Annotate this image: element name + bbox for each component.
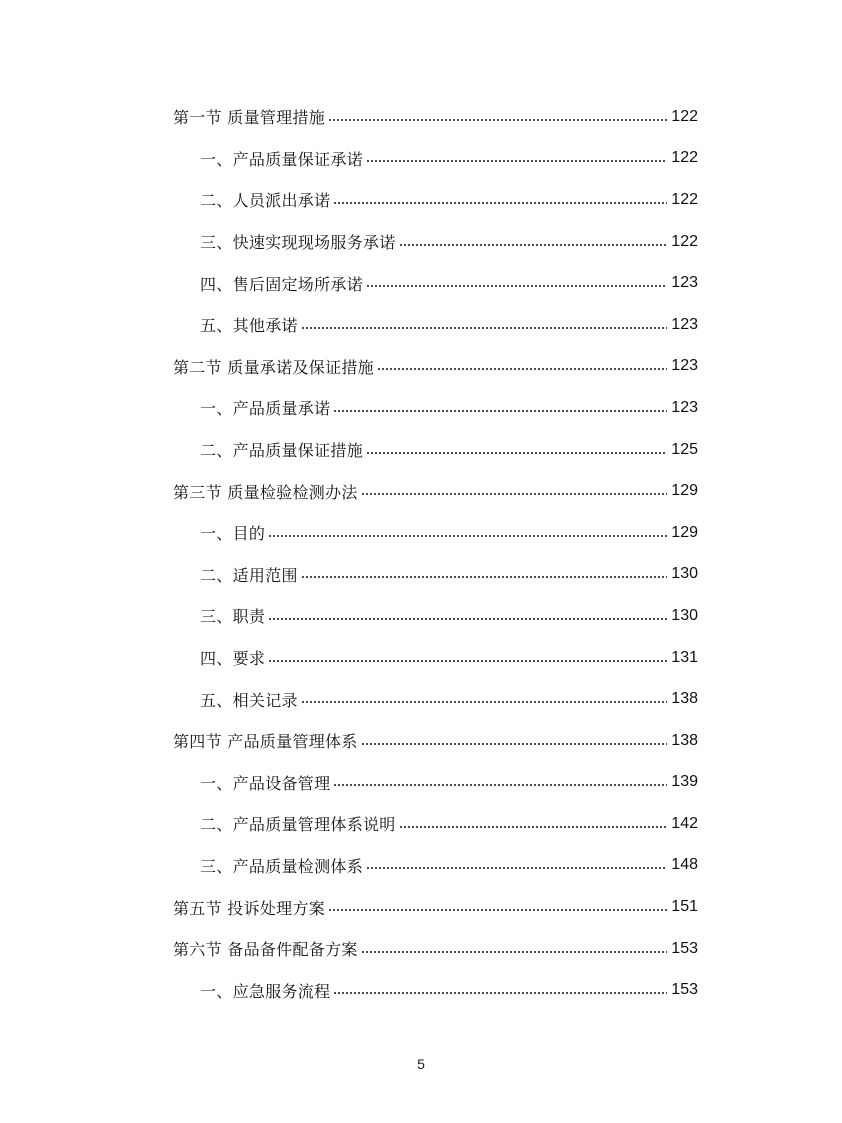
toc-entry-label: 一、产品设备管理 bbox=[200, 773, 331, 793]
toc-entry[interactable] bbox=[0, 346, 842, 388]
toc-entry-label: 一、目的 bbox=[200, 524, 266, 544]
toc-leader-dots bbox=[377, 368, 667, 370]
toc-entry[interactable] bbox=[0, 720, 842, 762]
toc-entry-page: 148 bbox=[671, 856, 698, 874]
toc-entry-page: 131 bbox=[671, 648, 698, 666]
toc-entry[interactable] bbox=[0, 96, 842, 138]
toc-entry-page: 123 bbox=[671, 274, 698, 292]
toc-entry[interactable] bbox=[0, 762, 842, 804]
toc-entry-label: 第一节 质量管理措施 bbox=[173, 108, 326, 128]
toc-entry-label: 三、产品质量检测体系 bbox=[200, 856, 364, 876]
toc-leader-dots bbox=[268, 535, 667, 537]
toc-entry-label: 四、售后固定场所承诺 bbox=[200, 274, 364, 294]
toc-entry[interactable] bbox=[0, 678, 842, 720]
toc-entry-label: 二、适用范围 bbox=[200, 565, 298, 585]
toc-entry-page: 153 bbox=[671, 981, 698, 999]
toc-leader-dots bbox=[328, 119, 667, 121]
table-of-contents bbox=[0, 96, 842, 1011]
toc-leader-dots bbox=[366, 160, 667, 162]
toc-leader-dots bbox=[333, 410, 667, 412]
toc-entry-page: 142 bbox=[671, 814, 698, 832]
toc-leader-dots bbox=[301, 701, 667, 703]
toc-leader-dots bbox=[361, 951, 667, 953]
toc-entry-label: 二、人员派出承诺 bbox=[200, 191, 331, 211]
toc-entry[interactable] bbox=[0, 512, 842, 554]
toc-entry-label: 三、快速实现现场服务承诺 bbox=[200, 233, 396, 253]
toc-entry-label: 一、应急服务流程 bbox=[200, 981, 331, 1001]
toc-entry[interactable] bbox=[0, 304, 842, 346]
toc-entry[interactable] bbox=[0, 595, 842, 637]
toc-entry[interactable] bbox=[0, 886, 842, 928]
toc-entry-page: 129 bbox=[671, 482, 698, 500]
toc-leader-dots bbox=[366, 285, 667, 287]
toc-leader-dots bbox=[268, 660, 667, 662]
toc-entry[interactable] bbox=[0, 470, 842, 512]
toc-entry[interactable] bbox=[0, 262, 842, 304]
toc-leader-dots bbox=[333, 992, 667, 994]
toc-entry-page: 139 bbox=[671, 773, 698, 791]
toc-entry[interactable] bbox=[0, 845, 842, 887]
toc-entry-page: 122 bbox=[671, 190, 698, 208]
toc-entry-page: 125 bbox=[671, 440, 698, 458]
toc-leader-dots bbox=[333, 784, 667, 786]
toc-entry-page: 138 bbox=[671, 731, 698, 749]
toc-leader-dots bbox=[333, 202, 667, 204]
toc-leader-dots bbox=[301, 327, 667, 329]
toc-entry[interactable] bbox=[0, 637, 842, 679]
toc-entry[interactable] bbox=[0, 138, 842, 180]
toc-entry[interactable] bbox=[0, 803, 842, 845]
toc-entry-page: 123 bbox=[671, 357, 698, 375]
toc-leader-dots bbox=[361, 493, 667, 495]
toc-entry-page: 122 bbox=[671, 149, 698, 167]
toc-entry[interactable] bbox=[0, 221, 842, 263]
toc-entry-label: 第三节 质量检验检测办法 bbox=[173, 482, 358, 502]
toc-entry-page: 122 bbox=[671, 107, 698, 125]
toc-entry-label: 五、其他承诺 bbox=[200, 316, 298, 336]
toc-entry-page: 123 bbox=[671, 398, 698, 416]
toc-entry-page: 122 bbox=[671, 232, 698, 250]
toc-leader-dots bbox=[366, 452, 667, 454]
toc-entry[interactable] bbox=[0, 179, 842, 221]
toc-entry-label: 第五节 投诉处理方案 bbox=[173, 898, 326, 918]
toc-entry-page: 123 bbox=[671, 315, 698, 333]
toc-entry[interactable] bbox=[0, 969, 842, 1011]
toc-entry-page: 130 bbox=[671, 606, 698, 624]
toc-entry-label: 一、产品质量保证承诺 bbox=[200, 149, 364, 169]
toc-leader-dots bbox=[301, 576, 667, 578]
toc-entry[interactable] bbox=[0, 387, 842, 429]
toc-leader-dots bbox=[399, 244, 667, 246]
toc-leader-dots bbox=[399, 826, 667, 828]
toc-entry-label: 五、相关记录 bbox=[200, 690, 298, 710]
toc-leader-dots bbox=[328, 909, 667, 911]
toc-entry-page: 129 bbox=[671, 523, 698, 541]
toc-entry-label: 四、要求 bbox=[200, 649, 266, 669]
toc-entry-label: 一、产品质量承诺 bbox=[200, 399, 331, 419]
toc-entry-page: 153 bbox=[671, 939, 698, 957]
toc-entry-label: 第二节 质量承诺及保证措施 bbox=[173, 357, 374, 377]
page-number: 5 bbox=[417, 1056, 425, 1072]
toc-entry[interactable] bbox=[0, 429, 842, 471]
toc-entry-page: 138 bbox=[671, 690, 698, 708]
toc-entry-label: 二、产品质量管理体系说明 bbox=[200, 815, 396, 835]
toc-entry-page: 151 bbox=[671, 898, 698, 916]
toc-leader-dots bbox=[361, 743, 667, 745]
toc-entry-label: 二、产品质量保证措施 bbox=[200, 441, 364, 461]
toc-entry-page: 130 bbox=[671, 565, 698, 583]
toc-entry-label: 第四节 产品质量管理体系 bbox=[173, 732, 358, 752]
toc-entry-label: 三、职责 bbox=[200, 607, 266, 627]
toc-leader-dots bbox=[366, 867, 667, 869]
toc-entry[interactable] bbox=[0, 928, 842, 970]
toc-leader-dots bbox=[268, 618, 667, 620]
toc-entry-label: 第六节 备品备件配备方案 bbox=[173, 940, 358, 960]
toc-entry[interactable] bbox=[0, 554, 842, 596]
